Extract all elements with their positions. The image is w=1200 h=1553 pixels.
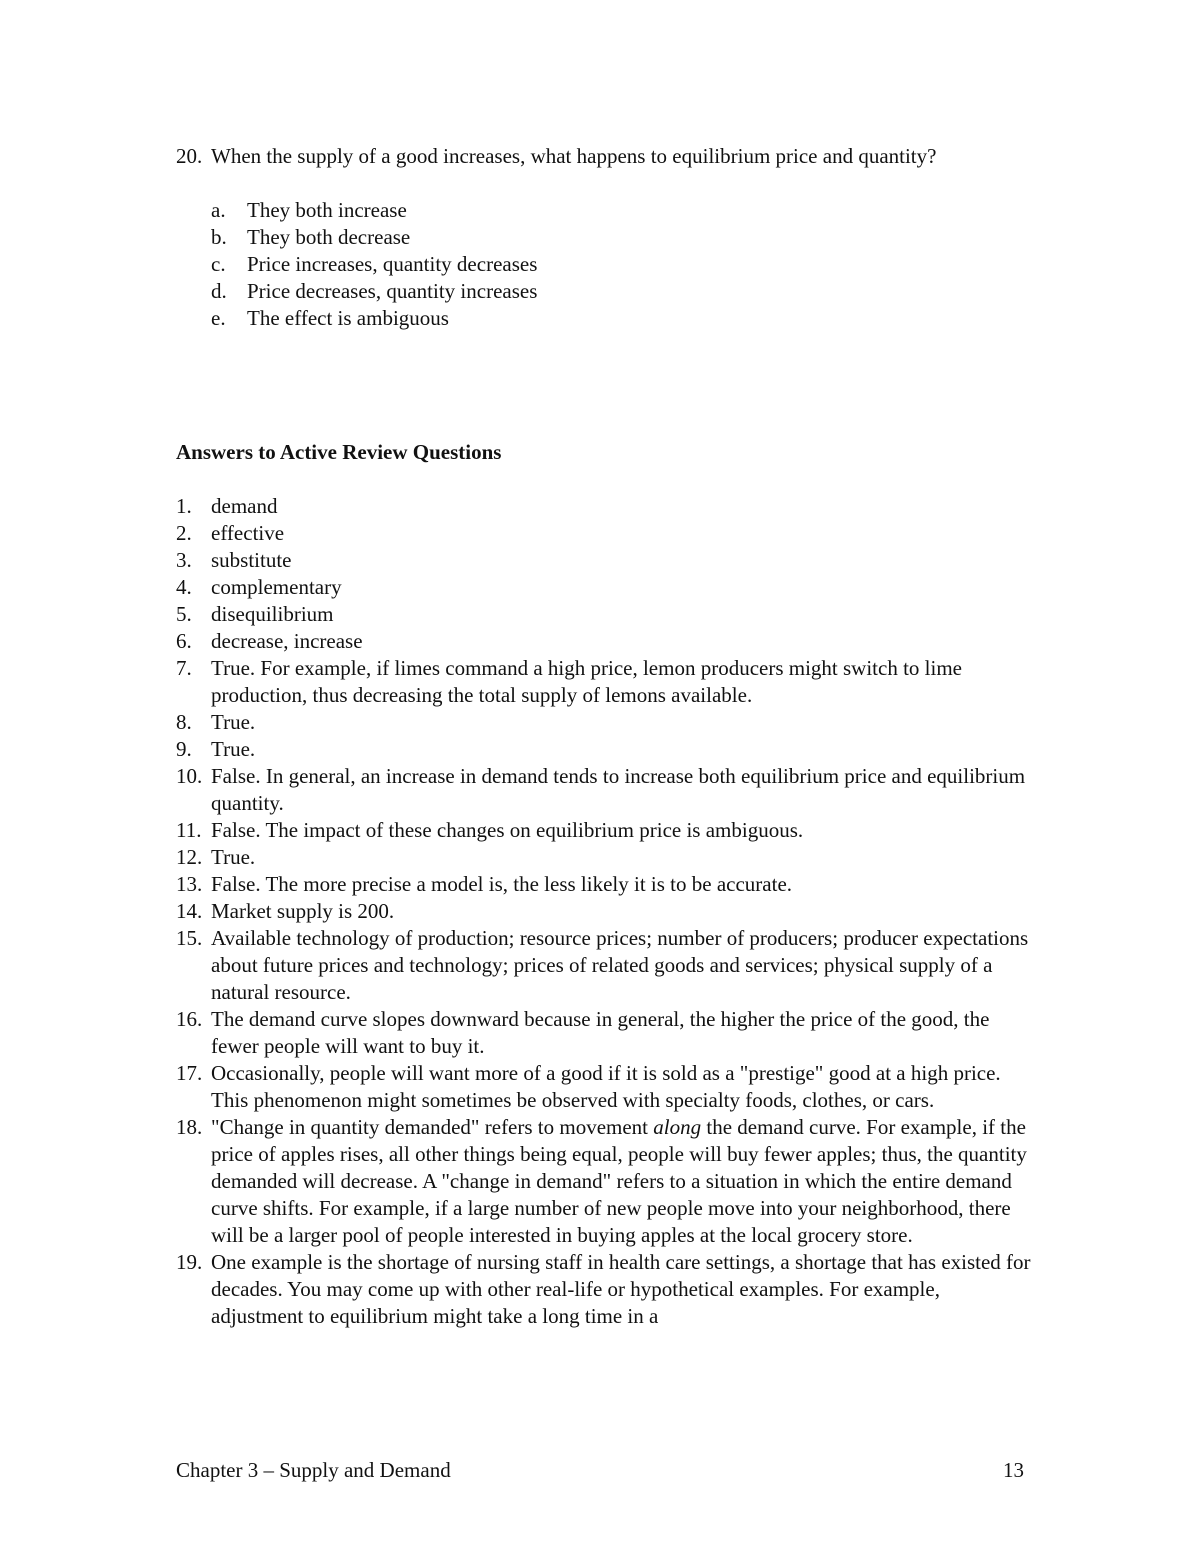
answer-text-after: the demand curve. For example, if the price of apples rises, all other things being equal, people will buy fewer apples; thus, the quantity demanded will decrease. A "change in demand" refers to a situation in which the entire demand curve shifts. For example, if a large number of new people move into your neighborhood, there will be a larger pool of people interested in buying apples at the local grocery store. bbox=[211, 1115, 1027, 1247]
answer-text: substitute bbox=[211, 548, 292, 572]
question-20 bbox=[176, 143, 1036, 332]
answer-text: True. bbox=[211, 737, 256, 761]
answer-text: Market supply is 200. bbox=[211, 899, 395, 923]
answer-item bbox=[176, 601, 1036, 628]
answer-item bbox=[176, 547, 1036, 574]
answer-item bbox=[176, 709, 1036, 736]
answer-number: 14. bbox=[176, 899, 203, 923]
answer-text: complementary bbox=[211, 575, 342, 599]
answer-item bbox=[176, 1060, 1036, 1114]
answer-text: True. bbox=[211, 710, 256, 734]
answer-item bbox=[176, 925, 1036, 1006]
answer-text: Occasionally, people will want more of a good if it is sold as a "prestige" good at a high price. This phenomenon might sometimes be observed with specialty foods, clothes, or cars. bbox=[211, 1061, 1001, 1112]
answer-text: The demand curve slopes downward because in general, the higher the price of the good, the fewer people will want to buy it. bbox=[211, 1007, 990, 1058]
answer-number: 15. bbox=[176, 926, 203, 950]
answer-text: Available technology of production; resource prices; number of producers; producer expectations about future prices and technology; prices of related goods and services; physical supply of a natural resource. bbox=[211, 926, 1029, 1004]
answer-text: disequilibrium bbox=[211, 602, 334, 626]
answer-text: True. bbox=[211, 845, 256, 869]
answer-item bbox=[176, 520, 1036, 547]
option-text: They both decrease bbox=[247, 225, 411, 249]
answer-text: decrease, increase bbox=[211, 629, 363, 653]
option-letter: a. bbox=[211, 198, 226, 222]
answer-number: 19. bbox=[176, 1250, 203, 1274]
answer-item bbox=[176, 574, 1036, 601]
option-letter: e. bbox=[211, 306, 226, 330]
answer-number: 13. bbox=[176, 872, 203, 896]
answer-number: 8. bbox=[176, 710, 192, 734]
answer-item bbox=[176, 871, 1036, 898]
option-text: The effect is ambiguous bbox=[247, 306, 449, 330]
option-letter: b. bbox=[211, 225, 227, 249]
answers-list bbox=[176, 493, 1036, 1330]
answer-text: False. The impact of these changes on equilibrium price is ambiguous. bbox=[211, 818, 804, 842]
option-a bbox=[211, 197, 1036, 224]
answer-item bbox=[176, 493, 1036, 520]
footer-page-number: 13 bbox=[1003, 1458, 1024, 1482]
answer-item bbox=[176, 628, 1036, 655]
answer-options bbox=[211, 197, 1036, 332]
answer-text: False. The more precise a model is, the less likely it is to be accurate. bbox=[211, 872, 793, 896]
answer-item bbox=[176, 736, 1036, 763]
answer-item bbox=[176, 817, 1036, 844]
option-text: They both increase bbox=[247, 198, 407, 222]
answer-number: 12. bbox=[176, 845, 203, 869]
answer-number: 5. bbox=[176, 602, 192, 626]
option-text: Price increases, quantity decreases bbox=[247, 252, 538, 276]
answer-number: 2. bbox=[176, 521, 192, 545]
answer-text bbox=[211, 1114, 1036, 1249]
answer-text: True. For example, if limes command a high price, lemon producers might switch to lime production, thus decreasing the total supply of lemons available. bbox=[211, 656, 962, 707]
answer-text-emphasis: along bbox=[653, 1115, 702, 1139]
option-c bbox=[211, 251, 1036, 278]
answer-item bbox=[176, 844, 1036, 871]
option-letter: c. bbox=[211, 252, 226, 276]
option-b bbox=[211, 224, 1036, 251]
answer-number: 4. bbox=[176, 575, 192, 599]
answer-number: 16. bbox=[176, 1007, 203, 1031]
answer-number: 9. bbox=[176, 737, 192, 761]
answer-text: One example is the shortage of nursing staff in health care settings, a shortage that has existed for decades. You may come up with other real-life or hypothetical examples. For example, adjustment to equilibrium might take a long time in a bbox=[211, 1250, 1031, 1328]
question-stem bbox=[176, 143, 1036, 170]
question-text: When the supply of a good increases, what happens to equilibrium price and quantity? bbox=[211, 144, 937, 168]
option-letter: d. bbox=[211, 279, 227, 303]
answer-text: demand bbox=[211, 494, 278, 518]
answer-item bbox=[176, 1006, 1036, 1060]
footer-chapter-title: Chapter 3 – Supply and Demand bbox=[176, 1458, 451, 1482]
answer-number: 1. bbox=[176, 494, 192, 518]
question-number: 20. bbox=[176, 144, 203, 168]
answer-number: 11. bbox=[176, 818, 202, 842]
answer-text-before: "Change in quantity demanded" refers to movement bbox=[211, 1115, 654, 1139]
answer-item bbox=[176, 1249, 1036, 1330]
section-heading: Answers to Active Review Questions bbox=[176, 440, 502, 464]
answer-item bbox=[176, 655, 1036, 709]
answer-text: effective bbox=[211, 521, 285, 545]
answer-item bbox=[176, 898, 1036, 925]
answer-number: 6. bbox=[176, 629, 192, 653]
option-text: Price decreases, quantity increases bbox=[247, 279, 538, 303]
answer-number: 7. bbox=[176, 656, 192, 680]
option-e bbox=[211, 305, 1036, 332]
answer-number: 18. bbox=[176, 1115, 203, 1139]
answer-number: 3. bbox=[176, 548, 192, 572]
answer-number: 10. bbox=[176, 764, 203, 788]
answer-item bbox=[176, 1114, 1036, 1249]
answer-item bbox=[176, 763, 1036, 817]
answer-text: False. In general, an increase in demand tends to increase both equilibrium price and equilibrium quantity. bbox=[211, 764, 1026, 815]
answer-number: 17. bbox=[176, 1061, 203, 1085]
option-d bbox=[211, 278, 1036, 305]
